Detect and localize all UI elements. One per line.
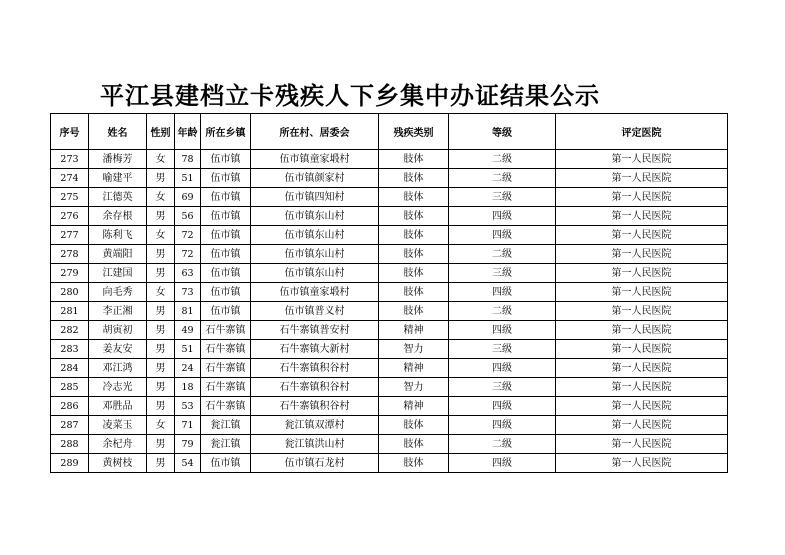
cell-gender: 男 [147, 169, 175, 188]
cell-hospital: 第一人民医院 [556, 416, 728, 435]
cell-age: 51 [175, 169, 201, 188]
cell-gender: 男 [147, 207, 175, 226]
cell-hospital: 第一人民医院 [556, 321, 728, 340]
cell-name: 胡寅初 [89, 321, 147, 340]
cell-township: 石牛寨镇 [201, 397, 251, 416]
cell-gender: 女 [147, 283, 175, 302]
table-row [51, 264, 728, 283]
table-row [51, 207, 728, 226]
cell-village: 石牛寨镇大新村 [251, 340, 379, 359]
cell-disability-type: 肢体 [379, 302, 449, 321]
cell-grade: 三级 [449, 378, 556, 397]
cell-disability-type: 肢体 [379, 245, 449, 264]
cell-grade: 四级 [449, 321, 556, 340]
cell-village: 石牛寨镇积谷村 [251, 397, 379, 416]
cell-township: 伍市镇 [201, 169, 251, 188]
header-township: 所在乡镇 [201, 114, 251, 150]
cell-index: 281 [51, 302, 89, 321]
cell-grade: 三级 [449, 264, 556, 283]
cell-township: 石牛寨镇 [201, 340, 251, 359]
cell-gender: 女 [147, 226, 175, 245]
header-index: 序号 [51, 114, 89, 150]
cell-disability-type: 肢体 [379, 150, 449, 169]
cell-township: 伍市镇 [201, 264, 251, 283]
cell-hospital: 第一人民医院 [556, 188, 728, 207]
cell-name: 江建国 [89, 264, 147, 283]
table-header-row [51, 114, 728, 150]
header-hospital: 评定医院 [556, 114, 728, 150]
cell-village: 石牛寨镇积谷村 [251, 378, 379, 397]
cell-township: 石牛寨镇 [201, 359, 251, 378]
cell-gender: 女 [147, 150, 175, 169]
cell-name: 余杞舟 [89, 435, 147, 454]
cell-name: 黄端阳 [89, 245, 147, 264]
cell-gender: 男 [147, 378, 175, 397]
cell-name: 邓江鸿 [89, 359, 147, 378]
cell-gender: 男 [147, 397, 175, 416]
cell-gender: 男 [147, 435, 175, 454]
cell-index: 287 [51, 416, 89, 435]
cell-name: 姜友安 [89, 340, 147, 359]
table-row [51, 169, 728, 188]
cell-grade: 三级 [449, 188, 556, 207]
cell-age: 54 [175, 454, 201, 473]
cell-grade: 二级 [449, 245, 556, 264]
table-row [51, 226, 728, 245]
cell-index: 282 [51, 321, 89, 340]
cell-township: 伍市镇 [201, 188, 251, 207]
cell-township: 石牛寨镇 [201, 378, 251, 397]
cell-township: 伍市镇 [201, 207, 251, 226]
cell-township: 伍市镇 [201, 283, 251, 302]
cell-name: 凌菜玉 [89, 416, 147, 435]
cell-township: 伍市镇 [201, 226, 251, 245]
cell-index: 274 [51, 169, 89, 188]
cell-name: 潘梅芳 [89, 150, 147, 169]
cell-index: 277 [51, 226, 89, 245]
cell-village: 石牛寨镇积谷村 [251, 359, 379, 378]
cell-name: 黄树枝 [89, 454, 147, 473]
cell-age: 53 [175, 397, 201, 416]
cell-disability-type: 肢体 [379, 283, 449, 302]
cell-name: 向毛秀 [89, 283, 147, 302]
cell-age: 81 [175, 302, 201, 321]
cell-hospital: 第一人民医院 [556, 359, 728, 378]
cell-village: 伍市镇东山村 [251, 245, 379, 264]
cell-name: 余存根 [89, 207, 147, 226]
cell-name: 喻建平 [89, 169, 147, 188]
cell-hospital: 第一人民医院 [556, 302, 728, 321]
cell-disability-type: 智力 [379, 340, 449, 359]
cell-index: 286 [51, 397, 89, 416]
cell-village: 伍市镇颜家村 [251, 169, 379, 188]
cell-age: 78 [175, 150, 201, 169]
cell-index: 289 [51, 454, 89, 473]
table-row [51, 245, 728, 264]
table-row [51, 454, 728, 473]
table-row [51, 302, 728, 321]
cell-index: 273 [51, 150, 89, 169]
cell-index: 279 [51, 264, 89, 283]
cell-index: 276 [51, 207, 89, 226]
cell-hospital: 第一人民医院 [556, 169, 728, 188]
cell-index: 275 [51, 188, 89, 207]
table-row [51, 416, 728, 435]
cell-gender: 男 [147, 264, 175, 283]
cell-age: 72 [175, 226, 201, 245]
cell-index: 278 [51, 245, 89, 264]
cell-hospital: 第一人民医院 [556, 226, 728, 245]
cell-age: 51 [175, 340, 201, 359]
cell-hospital: 第一人民医院 [556, 207, 728, 226]
cell-township: 瓮江镇 [201, 416, 251, 435]
cell-village: 伍市镇童家塅村 [251, 283, 379, 302]
cell-age: 71 [175, 416, 201, 435]
cell-age: 56 [175, 207, 201, 226]
cell-village: 瓮江镇洪山村 [251, 435, 379, 454]
cell-grade: 四级 [449, 226, 556, 245]
cell-grade: 四级 [449, 283, 556, 302]
cell-village: 瓮江镇双潭村 [251, 416, 379, 435]
table-row [51, 321, 728, 340]
table-row [51, 283, 728, 302]
cell-grade: 二级 [449, 435, 556, 454]
cell-village: 伍市镇四知村 [251, 188, 379, 207]
cell-village: 石牛寨镇普安村 [251, 321, 379, 340]
cell-grade: 四级 [449, 359, 556, 378]
cell-grade: 三级 [449, 340, 556, 359]
cell-township: 石牛寨镇 [201, 321, 251, 340]
cell-index: 283 [51, 340, 89, 359]
cell-grade: 四级 [449, 207, 556, 226]
cell-hospital: 第一人民医院 [556, 283, 728, 302]
results-table [50, 113, 728, 473]
cell-disability-type: 肢体 [379, 207, 449, 226]
header-gender: 性别 [147, 114, 175, 150]
cell-gender: 男 [147, 245, 175, 264]
cell-gender: 男 [147, 359, 175, 378]
cell-age: 24 [175, 359, 201, 378]
cell-age: 73 [175, 283, 201, 302]
cell-disability-type: 肢体 [379, 416, 449, 435]
cell-gender: 女 [147, 416, 175, 435]
cell-village: 伍市镇童家塅村 [251, 150, 379, 169]
cell-township: 伍市镇 [201, 454, 251, 473]
cell-disability-type: 肢体 [379, 169, 449, 188]
cell-hospital: 第一人民医院 [556, 397, 728, 416]
cell-age: 72 [175, 245, 201, 264]
cell-name: 邓胜品 [89, 397, 147, 416]
cell-name: 冷志光 [89, 378, 147, 397]
cell-index: 280 [51, 283, 89, 302]
table-row [51, 188, 728, 207]
header-age: 年龄 [175, 114, 201, 150]
cell-index: 284 [51, 359, 89, 378]
table-body [51, 150, 728, 473]
cell-gender: 男 [147, 454, 175, 473]
header-grade: 等级 [449, 114, 556, 150]
cell-grade: 四级 [449, 416, 556, 435]
header-village: 所在村、居委会 [251, 114, 379, 150]
table-row [51, 435, 728, 454]
cell-age: 79 [175, 435, 201, 454]
table-row [51, 340, 728, 359]
cell-age: 18 [175, 378, 201, 397]
cell-township: 瓮江镇 [201, 435, 251, 454]
table-row [51, 378, 728, 397]
header-disability-type: 残疾类别 [379, 114, 449, 150]
cell-disability-type: 肢体 [379, 226, 449, 245]
cell-village: 伍市镇石龙村 [251, 454, 379, 473]
cell-index: 288 [51, 435, 89, 454]
cell-grade: 四级 [449, 397, 556, 416]
cell-disability-type: 精神 [379, 359, 449, 378]
cell-hospital: 第一人民医院 [556, 378, 728, 397]
cell-hospital: 第一人民医院 [556, 150, 728, 169]
table-row [51, 150, 728, 169]
cell-township: 伍市镇 [201, 150, 251, 169]
cell-village: 伍市镇东山村 [251, 264, 379, 283]
cell-name: 李正湘 [89, 302, 147, 321]
cell-disability-type: 肢体 [379, 264, 449, 283]
cell-disability-type: 精神 [379, 397, 449, 416]
page-title: 平江县建档立卡残疾人下乡集中办证结果公示 [100, 82, 600, 110]
cell-hospital: 第一人民医院 [556, 454, 728, 473]
cell-disability-type: 肢体 [379, 188, 449, 207]
cell-village: 伍市镇普义村 [251, 302, 379, 321]
cell-gender: 女 [147, 188, 175, 207]
cell-gender: 男 [147, 340, 175, 359]
header-name: 姓名 [89, 114, 147, 150]
cell-village: 伍市镇东山村 [251, 226, 379, 245]
cell-grade: 四级 [449, 454, 556, 473]
table-row [51, 397, 728, 416]
cell-age: 49 [175, 321, 201, 340]
cell-hospital: 第一人民医院 [556, 340, 728, 359]
cell-grade: 二级 [449, 150, 556, 169]
cell-township: 伍市镇 [201, 245, 251, 264]
cell-village: 伍市镇东山村 [251, 207, 379, 226]
cell-disability-type: 肢体 [379, 454, 449, 473]
cell-grade: 二级 [449, 169, 556, 188]
cell-hospital: 第一人民医院 [556, 264, 728, 283]
cell-hospital: 第一人民医院 [556, 435, 728, 454]
cell-gender: 男 [147, 302, 175, 321]
table-row [51, 359, 728, 378]
cell-grade: 二级 [449, 302, 556, 321]
cell-gender: 男 [147, 321, 175, 340]
cell-hospital: 第一人民医院 [556, 245, 728, 264]
cell-name: 陈利飞 [89, 226, 147, 245]
cell-age: 69 [175, 188, 201, 207]
cell-township: 伍市镇 [201, 302, 251, 321]
cell-age: 63 [175, 264, 201, 283]
cell-disability-type: 肢体 [379, 435, 449, 454]
cell-disability-type: 智力 [379, 378, 449, 397]
cell-name: 江德英 [89, 188, 147, 207]
cell-disability-type: 精神 [379, 321, 449, 340]
cell-index: 285 [51, 378, 89, 397]
